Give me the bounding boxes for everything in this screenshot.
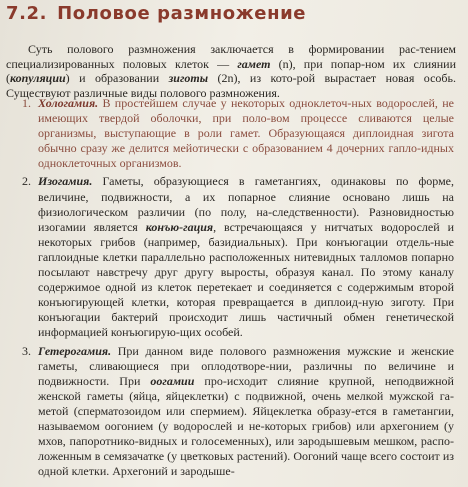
intro-text: (2n), из кото-рой вырастает новая особь. Существуют различные виды полового размножения. bbox=[6, 71, 456, 100]
item-text: , встречающаяся у нитчатых водорослей и некоторых грибов (например, базидиальных). При конъюгации отдель-ные гаплоидные клетки параллельно расположенных нитевидных талломов попарно посылают навстречу друг другу выросты, образуя канал. По этому каналу содержимое одной из клеток перетекает и соединяется с содержимым второй конъюгирующей клетки, которая превращается в диплоид-ную зиготу. При конъюгации бактерий происходит лишь частичный обмен генетической информацией конъюгирую-щих особей. bbox=[38, 219, 455, 340]
term-gamete: гамет bbox=[237, 56, 271, 71]
term-zygote: зиготы bbox=[168, 71, 209, 86]
intro-text: (n), при попар-ном их слиянии ( bbox=[6, 56, 456, 86]
item-text: про-исходит слияние крупной, неподвижной женской гаметы (яйца, яйцеклетки) с подвижной, очень мелкой мужской га-метой (сперматозоидом или спермием). Яйцеклетка образу-ется в гаметангии, называемом оогонием (у водорослей и не-которых грибов) или архегонием (у мхов, папоротнико-видных и голосеменных), или зародышевым мешком, распо-ложенным в семязачатке (у цветковых растений). Оогоний чаще всего состоит из одной клетки. Архегоний и зародыше- bbox=[38, 373, 454, 479]
section-number: 7.2. bbox=[6, 3, 48, 24]
item-title: Изогамия. bbox=[38, 174, 93, 189]
reproduction-types-list bbox=[22, 96, 454, 479]
list-item-isogamy bbox=[22, 174, 454, 340]
list-item-heterogamy bbox=[22, 344, 454, 480]
list-marker: 3. bbox=[22, 343, 31, 358]
term-oogamy: оогамии bbox=[150, 373, 195, 388]
term-conjugation-bold: конъю-гация bbox=[145, 219, 214, 234]
term-conjugation: копуляции bbox=[10, 71, 66, 86]
item-text: При данном виде полового размножения мужские и женские гаметы, сливающиеся при оплодотворе-нии, различны по величине и подвижности. При bbox=[38, 343, 454, 388]
item-text: Гаметы, образующиеся в гаметангиях, одинаковы по форме, величине, подвижности, а их попарное слияние основано лишь на физиологическом различии (по полу, на-следственности). Разновидностью изогамии является bbox=[38, 174, 454, 234]
intro-paragraph bbox=[6, 42, 456, 100]
list-marker: 2. bbox=[22, 174, 31, 189]
item-title: Хологамия. bbox=[38, 96, 99, 110]
section-title: Половое размножение bbox=[57, 3, 307, 24]
section-heading bbox=[6, 3, 306, 24]
item-text: В простейшем случае у некоторых одноклеточ-ных водорослей, не имеющих твердой оболочки, при поло-вом процессе сливаются целые организмы, выступающие в роли гамет. Образующаяся диплоидная зигота обычно сразу же делится мейотически с образованием 4 дочерних гапло-идных одноклеточных организмов. bbox=[38, 96, 454, 171]
intro-text: Суть полового размножения заключается в формировании рас-тением специализированных половых клеток — bbox=[6, 42, 456, 71]
list-marker: 1. bbox=[22, 96, 31, 110]
item-title: Гетерогамия. bbox=[38, 343, 112, 358]
intro-text: ) и образовании bbox=[65, 71, 169, 86]
list-item-hologamy bbox=[22, 96, 454, 171]
